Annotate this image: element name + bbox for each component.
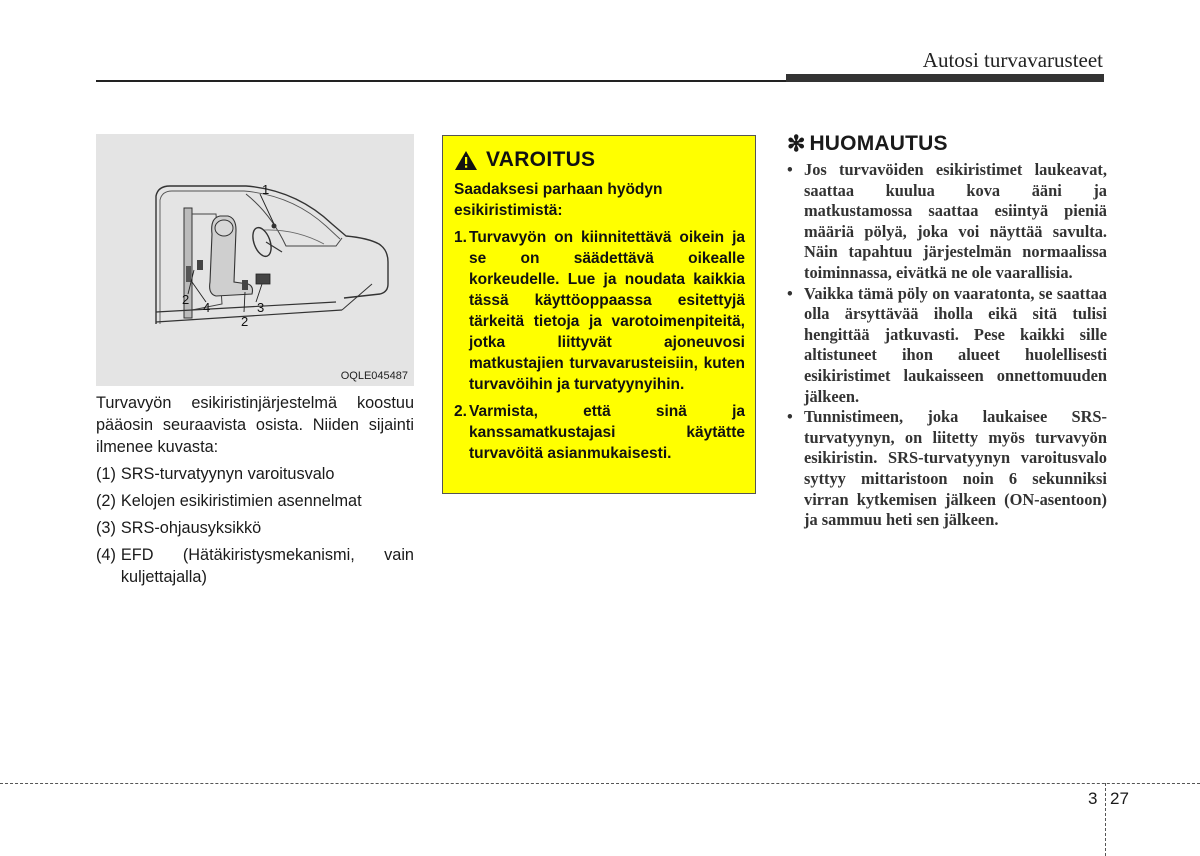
header-rule [96,80,786,82]
note-bullet-text: Vaikka tämä pöly on vaaratonta, se saattaa olla ärsyttävää iholla eikä sitä tulisi hengittää jatkuvasti. Pese kaikki sille altistuneet ihon alueet huolellisesti esikiristimet laukaisseen onnettomuuden jälkeen. [804,283,1107,406]
note-bullet [787,284,1107,408]
warning-title: VAROITUS [486,148,596,171]
callout-4: 4 [203,300,211,315]
chapter-number: 3 [1088,789,1098,808]
header-rule-accent [786,74,1104,82]
left-column [96,392,414,588]
list-item [96,517,414,539]
warning-item-number: 2. [454,403,467,420]
car-interior-illustration [96,134,414,386]
warning-item-text: Turvavyön on kiinnitettävä oikein ja se on säädettävä oikealle korkeudelle. Lue ja noudata kaikkia tässä käyttöoppaassa esitettyjä tärkeitä tietoja ja varotoimenpiteitä, jotka liittyvät ajoneuvosi matkustajien turvavarusteisiin, kuten turvavöihin ja turvatyynyihin. [469,229,745,393]
list-item-number: (2) [96,492,116,510]
list-item-text: SRS-ohjausyksikkö [120,519,262,537]
pretensioner-figure [96,134,414,386]
note-bullet [787,407,1107,531]
list-item [96,544,414,588]
list-item-text: SRS-turvatyynyn varoitusvalo [120,465,335,483]
list-item [96,490,414,512]
note-bullet-text: Jos turvavöiden esikiristimet laukeavat, saattaa kuulua kova ääni ja matkustamossa saattaa esiintyä pieniä määriä pölyä, joka voi näyttää savulta. Näin tapahtuu järjestelmän normaalissa toiminnassa, eivätkä ne ole vaarallisia. [804,160,1107,282]
bullet-icon: • [787,407,793,427]
running-header: Autosi turvavarusteet [922,48,1103,72]
list-item [96,463,414,485]
note-bullet [787,160,1107,284]
bullet-icon: • [787,283,793,303]
note-section [787,130,1107,531]
note-bullet-text: Tunnistimeen, joka laukaisee SRS-turvatyynyn, on liitetty myös turvavyön esikiristin. SRS-turvatyynyn varoitusvalo syttyy mittaristoon noin 6 sekunniksi virran kytkemisen jälkeen (ON-asentoon) ja sammuu heti sen jälkeen. [804,407,1107,530]
callout-3: 3 [257,300,265,315]
list-item-number: (1) [96,465,116,483]
warning-item-text: Varmista, että sinä ja kanssamatkustajasi käytätte turvavöitä asianmukaisesti. [469,403,745,462]
warning-item-number: 1. [454,229,467,246]
callout-1: 1 [262,182,270,197]
list-item-number: (3) [96,519,116,537]
note-header [787,130,1107,158]
callout-2a: 2 [182,292,190,307]
page-number: 27 [1110,789,1129,808]
bullet-icon: • [787,160,793,179]
footer-vertical-divider [1105,783,1106,856]
note-title: HUOMAUTUS [809,132,948,155]
asterisk-icon: ✻ [787,131,806,156]
warning-item [454,227,745,395]
warning-item [454,401,745,464]
note-list [787,160,1107,531]
warning-triangle-icon [454,150,478,171]
list-item-number: (4) [96,546,116,564]
intro-paragraph: Turvavyön esikiristinjärjestelmä koostuu pääosin seuraavista osista. Niiden sijainti ilmenee kuvasta: [96,394,414,456]
warning-header [454,146,745,174]
callout-2b: 2 [241,314,249,329]
footer-divider [0,783,1200,784]
list-item-text: EFD (Hätäkiristysmekanismi, vain kuljettajalla) [120,546,414,586]
figure-code: OQLE045487 [340,370,408,382]
list-item-text: Kelojen esikiristimien asennelmat [120,492,362,510]
warning-box [442,135,756,494]
warning-intro: Saadaksesi parhaan hyödyn esikiristimistä: [454,181,663,219]
